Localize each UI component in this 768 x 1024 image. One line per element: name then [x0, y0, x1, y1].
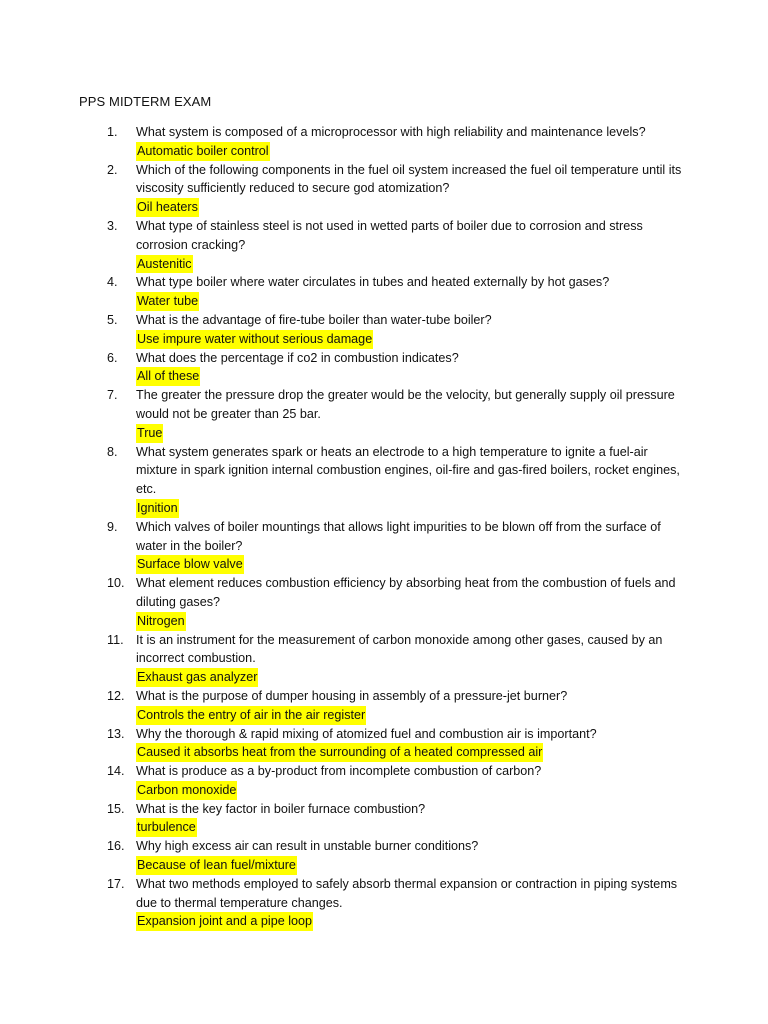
answer-highlight: Water tube — [136, 292, 199, 311]
answer-highlight: Because of lean fuel/mixture — [136, 856, 297, 875]
answer-highlight: Ignition — [136, 499, 179, 518]
item-number: 8. — [107, 444, 118, 459]
question-text: Which valves of boiler mountings that allows light impurities to be blown off from the surface of water in the boiler? — [136, 519, 661, 553]
item-number: 12. — [107, 688, 125, 703]
question-text: It is an instrument for the measurement of carbon monoxide among other gases, caused by an incorrect combustion. — [136, 632, 663, 666]
question-list — [107, 123, 687, 931]
answer-highlight: Exhaust gas analyzer — [136, 668, 258, 687]
question-text: Which of the following components in the fuel oil system increased the fuel oil temperature until its viscosity sufficiently reduced to secure god atomization? — [136, 162, 682, 196]
answer-highlight: Use impure water without serious damage — [136, 330, 373, 349]
answer-highlight: Austenitic — [136, 255, 193, 274]
answer-highlight: Oil heaters — [136, 198, 199, 217]
answer-highlight: Caused it absorbs heat from the surrounding of a heated compressed air — [136, 743, 543, 762]
list-item — [107, 349, 687, 387]
question-text: What element reduces combustion efficiency by absorbing heat from the combustion of fuels and diluting gases? — [136, 576, 676, 609]
answer-highlight: Expansion joint and a pipe loop — [136, 912, 313, 931]
item-number: 4. — [107, 275, 118, 290]
item-number: 13. — [107, 726, 125, 741]
list-item — [107, 800, 687, 838]
list-item — [107, 631, 687, 687]
question-text: What is the advantage of fire-tube boiler than water-tube boiler? — [136, 312, 492, 327]
question-text: The greater the pressure drop the greater would be the velocity, but generally supply oil pressure would not be greater than 25 bar. — [136, 388, 675, 421]
item-number: 5. — [107, 312, 118, 327]
question-text: What two methods employed to safely absorb thermal expansion or contraction in piping systems due to thermal temperature changes. — [136, 876, 678, 910]
item-number: 15. — [107, 801, 125, 816]
answer-highlight: True — [136, 424, 163, 443]
list-item — [107, 123, 687, 161]
question-text: What type boiler where water circulates in tubes and heated externally by hot gases? — [136, 275, 610, 290]
list-item — [107, 217, 687, 273]
answer-highlight: turbulence — [136, 818, 197, 837]
question-text: What is the purpose of dumper housing in assembly of a pressure-jet burner? — [136, 688, 568, 703]
answer-highlight: All of these — [136, 367, 200, 386]
question-text: Why high excess air can result in unstable burner conditions? — [136, 839, 479, 854]
question-text: What is produce as a by-product from incomplete combustion of carbon? — [136, 764, 542, 779]
answer-highlight: Controls the entry of air in the air register — [136, 706, 366, 725]
item-number: 6. — [107, 350, 118, 365]
list-item — [107, 161, 687, 217]
item-number: 10. — [107, 576, 125, 591]
list-item — [107, 725, 687, 763]
item-number: 1. — [107, 125, 118, 139]
question-text: What type of stainless steel is not used in wetted parts of boiler due to corrosion and stress corrosion cracking? — [136, 218, 643, 252]
item-number: 3. — [107, 218, 118, 233]
answer-highlight: Automatic boiler control — [136, 142, 270, 161]
list-item — [107, 311, 687, 349]
list-item — [107, 386, 687, 442]
list-item — [107, 837, 687, 875]
item-number: 14. — [107, 764, 125, 779]
list-item — [107, 762, 687, 800]
item-number: 9. — [107, 519, 118, 534]
question-text: Why the thorough & rapid mixing of atomized fuel and combustion air is important? — [136, 726, 597, 741]
list-item — [107, 687, 687, 725]
item-number: 16. — [107, 839, 125, 854]
list-item — [107, 875, 687, 931]
question-text: What system generates spark or heats an electrode to a high temperature to ignite a fuel-air mixture in spark ignition internal combustion engines, oil-fire and gas-fired boilers, rocket engines, etc. — [136, 444, 680, 497]
question-text: What system is composed of a microprocessor with high reliability and maintenance levels? — [136, 125, 646, 139]
list-item — [107, 574, 687, 630]
page-title: PPS MIDTERM EXAM — [79, 94, 212, 109]
list-item — [107, 518, 687, 574]
answer-highlight: Surface blow valve — [136, 555, 244, 574]
item-number: 17. — [107, 876, 125, 891]
answer-highlight: Nitrogen — [136, 612, 186, 631]
list-item — [107, 273, 687, 311]
item-number: 2. — [107, 162, 118, 177]
item-number: 11. — [107, 632, 124, 647]
answer-highlight: Carbon monoxide — [136, 781, 237, 800]
question-text: What does the percentage if co2 in combustion indicates? — [136, 350, 459, 365]
item-number: 7. — [107, 388, 118, 403]
list-item — [107, 443, 687, 518]
question-text: What is the key factor in boiler furnace combustion? — [136, 801, 426, 816]
